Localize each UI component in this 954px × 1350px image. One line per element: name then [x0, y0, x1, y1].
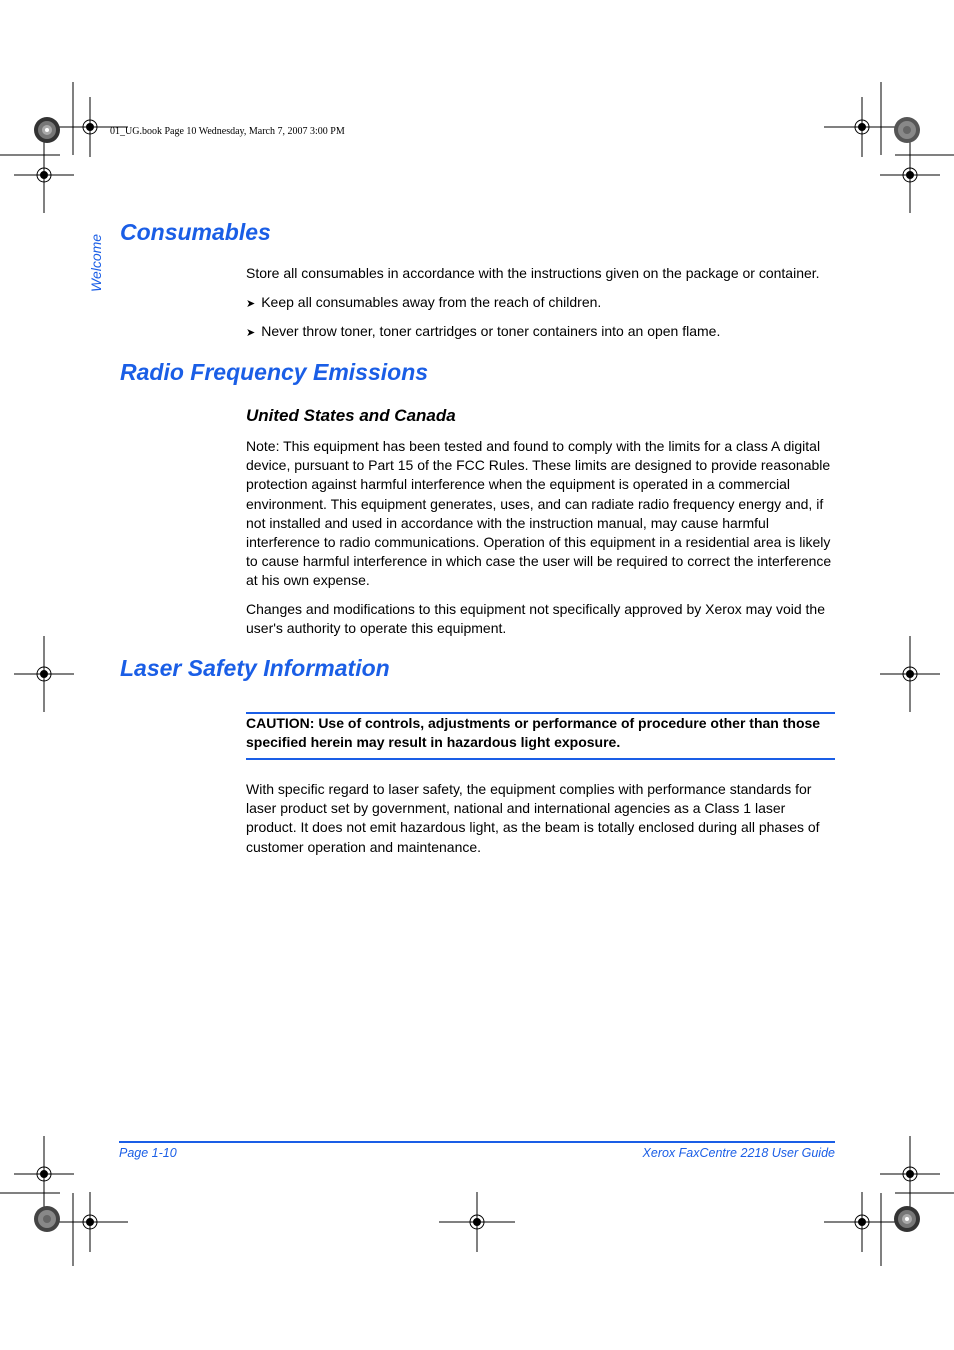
- consumables-intro: Store all consumables in accordance with the instructions given on the package or container.: [246, 265, 820, 281]
- caution-text: CAUTION: Use of controls, adjustments or performance of procedure other than those specified herein may result in hazardous light exposure.: [246, 715, 821, 750]
- subheading-us-canada: United States and Canada: [246, 406, 456, 425]
- heading-radio-frequency: Radio Frequency Emissions: [120, 359, 429, 385]
- print-stamp: 01_UG.book Page 10 Wednesday, March 7, 2007 3:00 PM: [110, 126, 345, 137]
- footer-page-number: Page 1-10: [119, 1146, 177, 1160]
- fcc-note: Note: This equipment has been tested and found to comply with the limits for a class A digital device, pursuant to Part 15 of the FCC Rules. These limits are designed to provide reasonable protection against harmful interference when the equipment is operated in a commercial environment. This equipment generates, uses, and can radiate radio frequency energy and, if not installed and used in accordance with the instruction manual, may cause harmful interference to radio communications. Operation of this equipment in a residential area is likely to cause harmful interference in which case the user will be required to correct the interference at his own expense.: [246, 438, 832, 589]
- laser-body: With specific regard to laser safety, the equipment complies with performance standards for laser product set by government, national and international agencies as a Class 1 laser product. It does not emit hazardous light, as the beam is totally enclosed during all phases of customer operation and maintenance.: [246, 781, 820, 855]
- caution-bottom-rule: [246, 758, 835, 760]
- heading-laser-safety: Laser Safety Information: [120, 655, 390, 681]
- list-item: ➤ Never throw toner, toner cartridges or toner containers into an open flame.: [246, 323, 721, 339]
- heading-consumables: Consumables: [120, 219, 271, 245]
- list-item: ➤ Keep all consumables away from the reach of children.: [246, 294, 602, 310]
- footer-guide-title: Xerox FaxCentre 2218 User Guide: [642, 1146, 835, 1160]
- changes-note: Changes and modifications to this equipment not specifically approved by Xerox may void the user's authority to operate this equipment.: [246, 601, 825, 637]
- footer-rule: [119, 1141, 835, 1143]
- side-tab-label: Welcome: [88, 233, 104, 292]
- bullet-arrow-icon: ➤: [246, 298, 256, 310]
- bullet-arrow-icon: ➤: [246, 327, 256, 339]
